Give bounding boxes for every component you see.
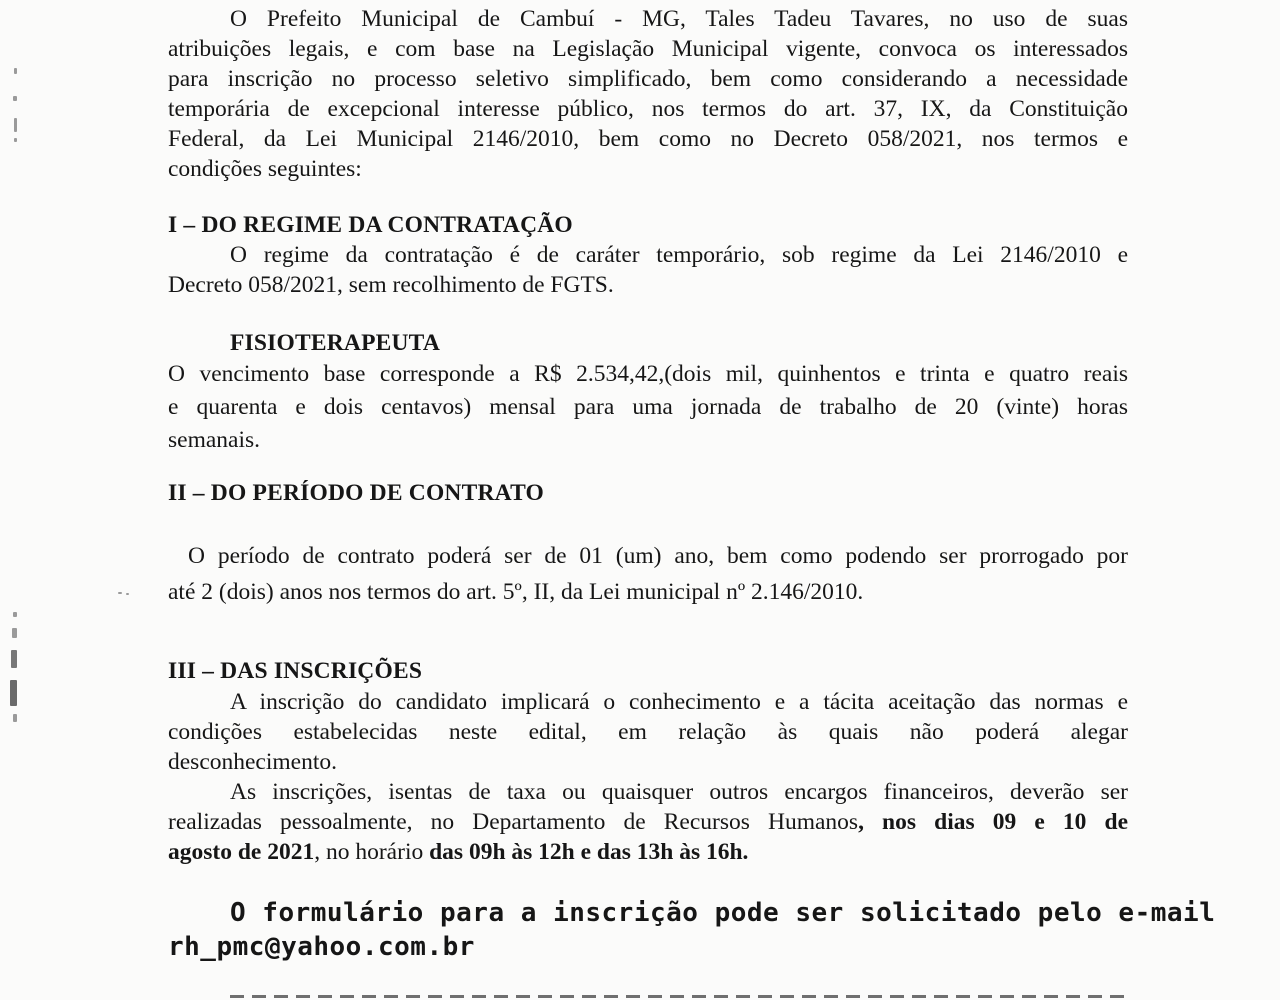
role-heading: FISIOTERAPEUTA — [230, 330, 440, 356]
intro-line: atribuições legais, e com base na Legislação Municipal vigente, convoca os interessados — [168, 36, 1128, 62]
schedule-hours: das 09h às 12h e das 13h às 16h. — [429, 839, 749, 865]
notice-line: O formulário para a inscrição pode ser solicitado pelo e-mail — [230, 898, 1216, 928]
body-line: O vencimento base corresponde a R$ 2.534,42,(dois mil, quinhentos e trinta e quatro reais — [168, 361, 1128, 387]
body-line: As inscrições, isentas de taxa ou quaisquer outros encargos financeiros, deverão ser — [230, 779, 1128, 805]
intro-line: Federal, da Lei Municipal 2146/2010, bem como no Decreto 058/2021, nos termos e — [168, 126, 1128, 152]
email-address: rh_pmc@yahoo.com.br — [168, 932, 475, 962]
intro-line: temporária de excepcional interesse público, nos termos do art. 37, IX, da Constituição — [168, 96, 1128, 122]
section-heading: I – DO REGIME DA CONTRATAÇÃO — [168, 212, 573, 238]
cut-off-line — [230, 990, 1130, 1000]
body-line: O regime da contratação é de caráter temporário, sob regime da Lei 2146/2010 e — [230, 242, 1128, 268]
section-body — [168, 687, 1128, 867]
section-heading: III – DAS INSCRIÇÕES — [168, 658, 423, 684]
body-line — [168, 837, 1128, 867]
date-range: 09 e 10 de — [992, 809, 1129, 835]
section-heading: II – DO PERÍODO DE CONTRATO — [168, 480, 545, 506]
role-body — [168, 358, 1128, 457]
text-span: , nos dias — [858, 809, 993, 835]
intro-line: condições seguintes: — [168, 156, 362, 182]
body-line: Decreto 058/2021, sem recolhimento de FGTS. — [168, 272, 614, 298]
intro-line: para inscrição no processo seletivo simplificado, bem como considerando a necessidade — [168, 66, 1128, 92]
email-notice — [168, 896, 1216, 964]
body-line: e quarenta e dois centavos) mensal para uma jornada de trabalho de 20 (vinte) horas — [168, 394, 1128, 420]
body-line — [168, 807, 1128, 837]
body-line: A inscrição do candidato implicará o conhecimento e a tácita aceitação das normas e — [230, 689, 1128, 715]
text-span: realizadas pessoalmente, no Departamento de Recursos Humanos — [168, 809, 859, 835]
body-line: desconhecimento. — [168, 749, 338, 775]
section-body — [168, 240, 1128, 300]
body-line: até 2 (dois) anos nos termos do art. 5º, II, da Lei municipal nº 2.146/2010. — [168, 579, 864, 605]
text-span: , no horário — [314, 839, 430, 865]
body-line: semanais. — [168, 427, 261, 453]
date-range: agosto de 2021 — [168, 839, 315, 865]
intro-paragraph — [168, 4, 1128, 184]
intro-line: O Prefeito Municipal de Cambuí - MG, Tales Tadeu Tavares, no uso de suas — [230, 6, 1128, 32]
scan-marks — [0, 0, 60, 1000]
body-line: O período de contrato poderá ser de 01 (um) ano, bem como podendo ser prorrogado por — [188, 543, 1128, 569]
body-line: condições estabelecidas neste edital, em relação às quais não poderá alegar — [168, 719, 1128, 745]
section-body — [168, 538, 1128, 610]
